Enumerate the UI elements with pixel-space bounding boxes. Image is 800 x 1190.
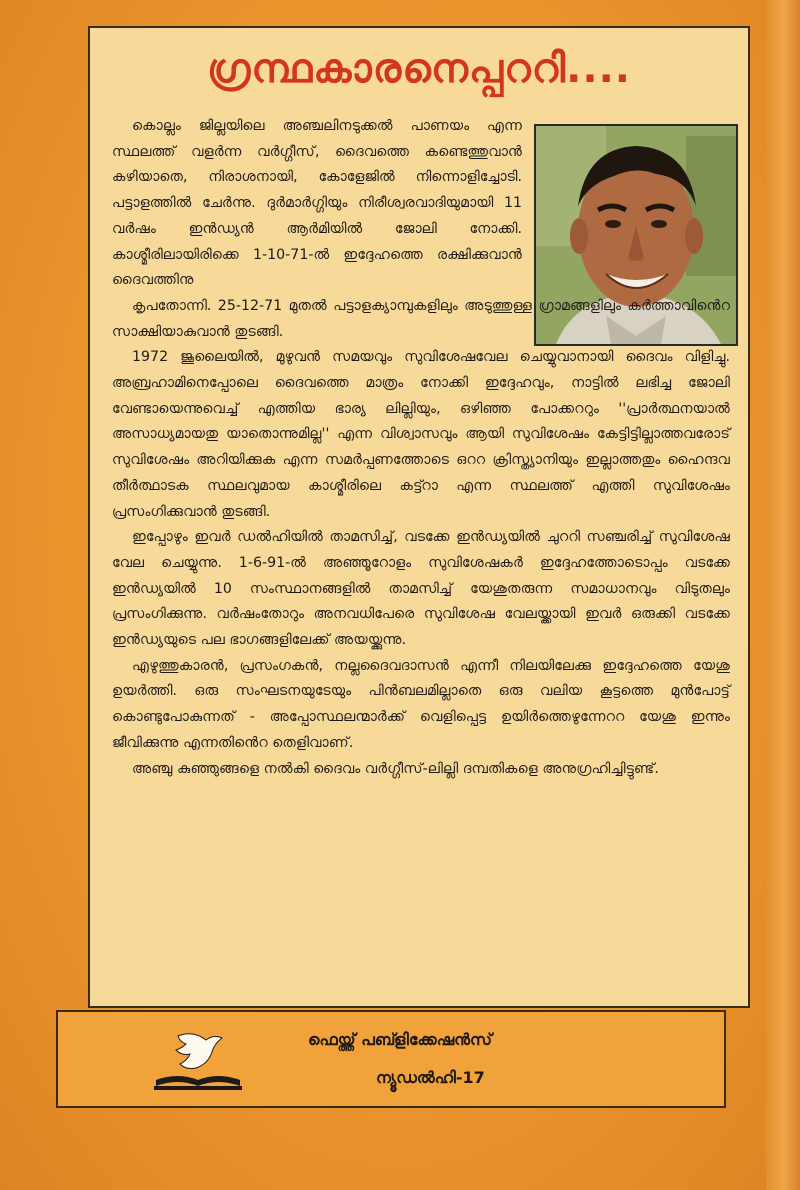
biography-text xyxy=(112,114,730,782)
paragraph-2: കൃപതോന്നി. 25-12-71 മുതൽ പട്ടാളക്യാമ്പുകളിലും അടുത്തുള്ള ഗ്രാമങ്ങളിലും കർത്താവിൻെറ സാക്ഷിയാകുവാൻ തുടങ്ങി. xyxy=(112,297,730,340)
cover-edge xyxy=(766,0,800,1190)
publisher-box xyxy=(56,1010,726,1108)
publisher-name: ഫെയ്ത്ത് പബ്ളിക്കേഷൻസ് xyxy=(308,1030,492,1049)
paragraph-3: 1972 ജൂലൈയിൽ, മുഴുവൻ സമയവും സുവിശേഷവേല ചെയ്യുവാനായി ദൈവം വിളിച്ചു. അബ്രഹാമിനെപ്പോലെ ദൈവത്തെ മാത്രം നോക്കി ഇദ്ദേഹവും, നാട്ടിൽ ലഭിച്ച ജോലി വേണ്ടായെന്നുവെച്ച് എത്തിയ ഭാര്യ ലില്ലിയും, ഒഴിഞ്ഞ പോക്കററും ''പ്രാർത്ഥനയാൽ അസാധ്യമായതു യാതൊന്നുമില്ല'' എന്ന വിശ്വാസവും ആയി സുവിശേഷം കേട്ടിട്ടില്ലാത്തവരോട് സുവിശേഷം അറിയിക്കുക എന്ന സമർപ്പണത്തോടെ ഒററ ക്രിസ്ത്യാനിയും ഇല്ലാത്തതും ഹൈന്ദവ തീർത്ഥാടക സ്ഥലവുമായ കാശ്മീരിലെ കട്ട്റാ എന്ന സ്ഥലത്ത് എത്തി സുവിശേഷം പ്രസംഗിക്കുവാൻ തുടങ്ങി. xyxy=(112,349,730,520)
publisher-city: ന്യൂഡൽഹി-17 xyxy=(376,1068,485,1087)
dove-book-logo-icon xyxy=(148,1028,248,1096)
paragraph-5: എഴുത്തുകാരൻ, പ്രസംഗകൻ, നല്ലദൈവദാസൻ എന്നീ നിലയിലേക്കു ഇദ്ദേഹത്തെ യേശു ഉയർത്തി. ഒരു സംഘടനയുടേയും പിൻബലമില്ലാതെ ഒരു വലിയ കൂട്ടത്തെ മുൻപോട്ട് കൊണ്ടുപോകുന്നത് - അപ്പോസ്ഥലന്മാർക്ക് വെളിപ്പെട്ട ഉയിർത്തെഴുന്നേററ യേശു ഇന്നും ജീവിക്കുന്നു എന്നതിൻെറ തെളിവാണ്. xyxy=(112,657,730,751)
paragraph-6: അഞ്ചു കുഞ്ഞുങ്ങളെ നൽകി ദൈവം വർഗ്ഗീസ്-ലില്ലി ദമ്പതികളെ അനുഗ്രഹിച്ചിട്ടുണ്ട്. xyxy=(132,760,659,777)
paragraph-4: ഇപ്പോഴും ഇവർ ഡൽഹിയിൽ താമസിച്ച്, വടക്കേ ഇൻഡ്യയിൽ ചുററി സഞ്ചരിച്ച് സുവിശേഷ വേല ചെയ്യുന്നു. 1-6-91-ൽ അഞ്ഞൂറോളം സുവിശേഷകർ ഇദ്ദേഹത്തോടൊപ്പം വടക്കേ ഇൻഡ്യയിൽ 10 സംസ്ഥാനങ്ങളിൽ താമസിച്ച് യേശുതരുന്ന സമാധാനവും വിടുതലും പ്രസംഗിക്കുന്നു. വർഷംതോറും അനവധിപേരെ സുവിശേഷ വേലയ്ക്കായി ഇവർ ഒരുക്കി വടക്കേ ഇൻഡ്യയുടെ പല ഭാഗങ്ങളിലേക്ക് അയയ്ക്കുന്നു. xyxy=(112,529,730,649)
author-panel xyxy=(88,26,750,1008)
page-title: ഗ്രന്ഥകാരനെപ്പററി.... xyxy=(207,46,631,92)
paragraph-1: കൊല്ലം ജില്ലയിലെ അഞ്ചലിനടുക്കൽ പാണയം എന്ന സ്ഥലത്ത് വളർന്ന വർഗ്ഗീസ്, ദൈവത്തെ കണ്ടെത്തുവാൻ കഴിയാതെ, നിരാശനായി, കോളേജിൽ നിന്നൊളിച്ചോടി. പട്ടാളത്തിൽ ചേർന്നു. ദുർമാർഗ്ഗിയും നിരീശ്വരവാദിയുമായി 11 വർഷം ഇൻഡ്യൻ ആർമിയിൽ ജോലി നോക്കി. കാശ്മീരിലായിരിക്കെ 1-10-71-ൽ ഇദ്ദേഹത്തെ രക്ഷിക്കുവാൻ ദൈവത്തിനു xyxy=(112,118,522,289)
